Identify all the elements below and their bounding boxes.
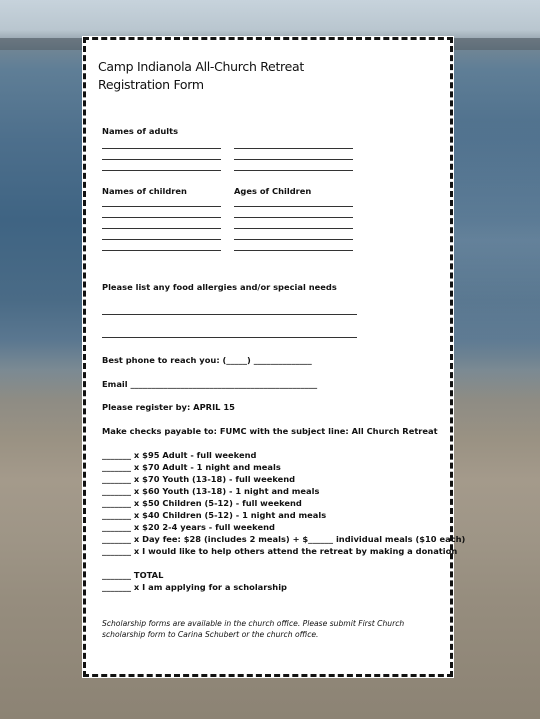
adult-name-line[interactable] — [102, 159, 221, 160]
fee-line[interactable]: _______ x $40 Children (5-12) - 1 night and meals — [102, 510, 327, 520]
fee-line[interactable]: _______ x $60 Youth (13-18) - 1 night and meals — [102, 486, 320, 496]
scholarship-line[interactable]: _______ x I am applying for a scholarship — [102, 582, 287, 592]
form-title — [98, 58, 304, 94]
form-title-line1: Camp Indianola All-Church Retreat — [98, 59, 304, 74]
child-age-line[interactable] — [234, 239, 353, 240]
form-title-line2: Registration Form — [98, 77, 204, 92]
allergies-line[interactable] — [102, 337, 357, 338]
register-by-text: Please register by: APRIL 15 — [102, 402, 235, 412]
checks-payable-text: Make checks payable to: FUMC with the subject line: All Church Retreat — [102, 426, 438, 436]
child-name-line[interactable] — [102, 217, 221, 218]
adult-name-line[interactable] — [234, 170, 353, 171]
adult-name-line[interactable] — [234, 148, 353, 149]
child-age-line[interactable] — [234, 228, 353, 229]
fee-line[interactable]: _______ x $70 Adult - 1 night and meals — [102, 462, 281, 472]
adult-name-line[interactable] — [102, 148, 221, 149]
registration-form-sheet — [83, 37, 466, 677]
child-age-line[interactable] — [234, 206, 353, 207]
child-age-line[interactable] — [234, 217, 353, 218]
names-of-adults-label: Names of adults — [102, 126, 179, 136]
ages-of-children-label: Ages of Children — [234, 186, 312, 196]
total-field[interactable]: _______ TOTAL — [102, 570, 164, 580]
scholarship-note: Scholarship forms are available in the church office. Please submit First Church scholarship form to Carina Schubert or the church office. — [102, 619, 405, 639]
food-allergies-label: Please list any food allergies and/or special needs — [102, 282, 337, 292]
fee-line[interactable]: _______ x $70 Youth (13-18) - full weekend — [102, 474, 296, 484]
fee-line[interactable]: _______ x Day fee: $28 (includes 2 meals) + $______ individual meals ($10 each) — [102, 534, 466, 544]
child-name-line[interactable] — [102, 228, 221, 229]
fee-line[interactable]: _______ x $50 Children (5-12) - full weekend — [102, 498, 302, 508]
fee-line[interactable]: _______ x I would like to help others attend the retreat by making a donation — [102, 546, 458, 556]
adult-name-line[interactable] — [102, 170, 221, 171]
phone-field[interactable]: Best phone to reach you: (_____) ______________ — [102, 355, 312, 365]
child-age-line[interactable] — [234, 250, 353, 251]
names-of-children-label: Names of children — [102, 186, 187, 196]
fee-line[interactable]: _______ x $20 2-4 years - full weekend — [102, 522, 275, 532]
fee-line[interactable]: _______ x $95 Adult - full weekend — [102, 450, 257, 460]
child-name-line[interactable] — [102, 206, 221, 207]
child-name-line[interactable] — [102, 250, 221, 251]
adult-name-line[interactable] — [234, 159, 353, 160]
email-field[interactable]: Email _____________________________________________ — [102, 379, 318, 389]
child-name-line[interactable] — [102, 239, 221, 240]
allergies-line[interactable] — [102, 314, 357, 315]
